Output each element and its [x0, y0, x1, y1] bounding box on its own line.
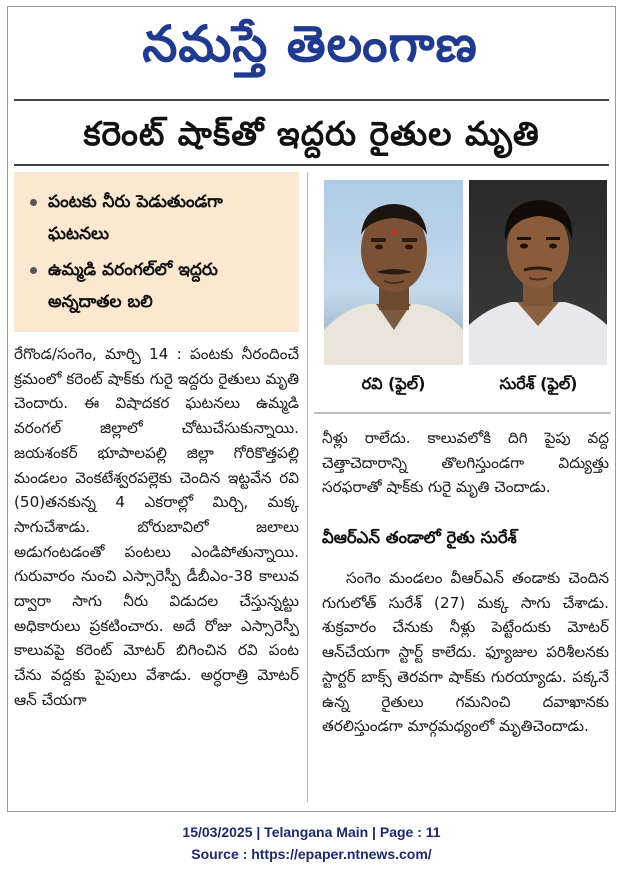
photo-caption-ravi: రవి (ఫైల్)	[361, 374, 426, 393]
subhead-box	[314, 522, 611, 554]
highlights-box	[14, 172, 299, 332]
photo-suresh	[469, 180, 607, 365]
article-body-left: రేగొండ/సంగెం, మార్చి 14 : పంటకు నీరందించే క్రమంలో కరెంట్ షాక్‌కు గురై ఇద్దరు రైతులు మృతి చెందారు. ఈ విషాదకర ఘటనలు ఉమ్మడి వరంగల్ జిల్లాలో చోటుచేసుకున్నాయి. జయశంకర్ భూపాలపల్లి జిల్లా గోరికొత్తపల్లి మండలం వెంకటేశ్వరపల్లెకు చెందిన ఇట్టవేన రవి (50)తనకున్న 4 ఎకరాల్లో మిర్చి, మక్క సాగుచేశాడు. బోరుబావిలో జలాలు అడుగంటడంతో పంటలు ఎండిపోతున్నాయి. గురువారం నుంచి ఎస్సారెస్పీ డీబీఎం-38 కాలువ ద్వారా సాగు నీరు విడుదల చేస్తున్నట్టు అధికారులు ప్రకటించారు. అదే రోజు ఎస్సారెస్పీ కాలువపై కరెంట్ మోటర్ బిగించిన రవి పంట చేను వద్దకు పైపులు వేశాడు. అర్ధరాత్రి మోటర్ ఆన్ చేయగా	[14, 345, 299, 709]
headline-bottom-rule	[14, 164, 609, 166]
bullet-icon	[30, 267, 37, 274]
person-ravi-image	[324, 180, 463, 365]
article-body-right-top: నీళ్లు రాలేదు. కాలువలోకి దిగి పైపు వద్ద చెత్తాచెదారాన్ని తొలగిస్తుండగా విద్యుత్తు సరఫరాతో షాక్‌కు గురై మృతి చెందాడు.	[322, 429, 609, 497]
highlight-text: పంటకు నీరు పెడుతుండగా ఘటనలు	[48, 192, 223, 244]
bullet-icon	[30, 199, 37, 206]
article-body-right-bottom: సంగెం మండలం వీఆర్ఎన్ తండాకు చెందిన గుగులోత్ సురేశ్ (27) మక్క సాగు చేశాడు. శుక్రవారం చేనుకు నీళ్లు పెట్టేందుకు మోటర్ ఆన్‌చేయగా స్టార్ట్ కాలేదు. ఫ్యూజుల పరిశీలనకు స్టార్టర్ బాక్స్ తెరవగా షాక్‌కు గురయ్యాడు. పక్కనే ఉన్న రైతులు గమనించి దవాఖానకు తరలిస్తుండగా మార్గమధ్యంలో మృతిచెందాడు.	[322, 569, 609, 736]
newspaper-masthead: నమస్తే తెలంగాణ	[142, 15, 478, 73]
highlight-item	[28, 254, 289, 318]
article-headline: కరెంట్ షాక్‌తో ఇద్దరు రైతుల మృతి	[83, 114, 540, 153]
footer-source: Source : https://epaper.ntnews.com/	[191, 846, 432, 862]
person-suresh-image	[469, 180, 607, 365]
photo-ravi	[324, 180, 463, 365]
headline-top-rule	[14, 99, 609, 101]
footer-edition: 15/03/2025 | Telangana Main | Page : 11	[182, 824, 441, 840]
caption-divider	[314, 412, 611, 414]
article-subhead: వీఆర్ఎన్ తండాలో రైతు సురేశ్	[322, 528, 517, 547]
highlight-text: ఉమ్మడి వరంగల్‌లో ఇద్దరు అన్నదాతల బలి	[48, 260, 218, 312]
photo-caption-suresh: సురేశ్ (ఫైల్)	[499, 374, 578, 393]
column-divider	[307, 172, 308, 802]
highlight-item	[28, 186, 289, 250]
